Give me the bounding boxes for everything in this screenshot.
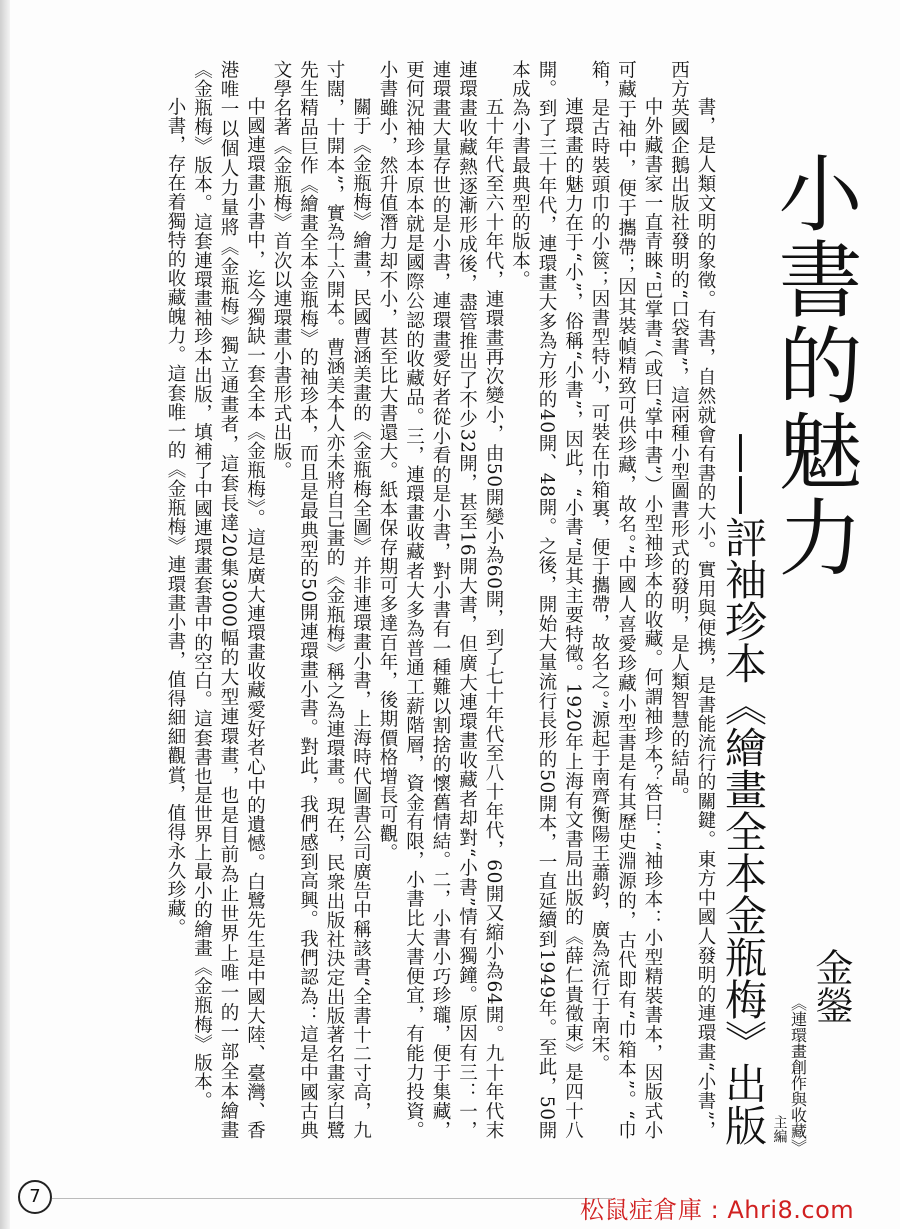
paragraph-7: 小書，存在着獨特的收藏魄力。這套唯一的《金瓶梅》連環畫小書，值得細細觀賞，值得永久珍藏。 (165, 97, 186, 938)
article-title: 小書的魅力 (765, 150, 863, 580)
paragraph-3: 連環畫的魅力在于“小”，俗稱“小書”，因此，“小書”是其主要特徵。1920年上海有文書局出版的《薛仁貴徵東》是四十八開。到了三十年代，連環畫大多為方形的40開、48開。之後，開始大量流行長形的50開本，一直延續到1949年。至此，50開本成為小書最典型的版本。 (509, 60, 584, 1140)
paragraph-5: 關于《金瓶梅》繪畫，民國曹涵美畫的《金瓶梅全圖》并非連環畫小書，上海時代圖書公司廣告中稱該書“全書十二寸高，九寸闊，十開本”，實為十六開本。曹涵美本人亦未將自己畫的《金瓶梅》稱之為連環畫。現在，民衆出版社決定出版著名畫家白鷺先生精品巨作《繪畫全本金瓶梅》的袖珍本，而且是最典型的50開連環畫小書。對此，我們感到高興。我們認為：這是中國古典文學名著《金瓶梅》首次以連環畫小書形式出版。 (271, 60, 372, 1140)
page-edge-shadow (0, 0, 10, 1229)
author-name: 金鎣 (809, 948, 853, 1024)
paragraph-2: 中外藏書家一直青睞“巴掌書”（或曰“掌中書”）小型袖珍本的收藏。何謂袖珍本？答曰：“袖珍本：小型精裝書本，因版式小可藏于袖中，便于攜帶；因其裝幀精致可供珍藏，故名。”中國人喜愛珍藏小型書是有其歷史淵源的，古代即有“巾箱本”。“巾箱，是古時裝頭巾的小篋；因書型特小，可裝在巾箱裏，便于攜帶，故名之。”源起于南齊衡陽王蕭鈞，廣為流行于南宋。 (589, 60, 663, 1140)
footer-rule (52, 1198, 612, 1199)
author-affiliation: 《連環畫創作與收藏》 (788, 995, 808, 1155)
paragraph-4: 五十年代至六十年代，連環畫再次變小，由50開變小為60開，到了七十年代至八十年代，60開又縮小為64開。九十年代末連環畫收藏熱逐漸形成後，盡管推出了不少32開，甚至16開大書，但廣大連環畫收藏者却對“小書”情有獨鐘。原因有三：一，連環畫大量存世的是小書，連環畫愛好者從小看的是小書，對小書有一種難以割捨的懷舊情結。二，小書小巧珍瓏，便于集藏，更何況袖珍本原本就是國際公認的收藏品。三，連環畫收藏者大多為普通工薪階層，資金有限，小書比大書便宜，有能力投資。小書雖小，然升值潛力却不小，甚至比大書還大。紙本保存期可多達百年，後期價格增長可觀。 (377, 60, 504, 1140)
paragraph-1: 書，是人類文明的象徵。有書，自然就會有書的大小。實用與便携，是書能流行的關鍵。東方中國人發明的連環畫“小書”，西方英國企鵝出版社發明的“口袋書”，這兩種小型圖書形式的發明，是人類智慧的結晶。 (668, 60, 716, 1140)
watermark: 松鼠症倉庫 : Ahri8.com (580, 1196, 855, 1224)
paragraph-6: 中國連環畫小書中，迄今獨缺一套全本《金瓶梅》。這是廣大連環畫收藏愛好者心中的遺憾。白鷺先生是中國大陸、臺灣、香港唯一以個人力量將《金瓶梅》獨立通畫者，這套長達20集3000幅的大型連環畫，也是目前為止世界上唯一的一部全本繪畫《金瓶梅》版本。這套連環畫袖珍本出版，填補了中國連環畫套書中的空白。這套書也是世界上最小的繪畫《金瓶梅》版本。 (191, 60, 266, 1140)
page-number: 7 (18, 1180, 52, 1214)
article-body (78, 60, 718, 1140)
author-affiliation-block (770, 995, 808, 1185)
author-role: 主編 (771, 1115, 788, 1143)
article-subtitle: ——評袖珍本《繪畫全本金瓶梅》出版 (719, 432, 768, 1146)
